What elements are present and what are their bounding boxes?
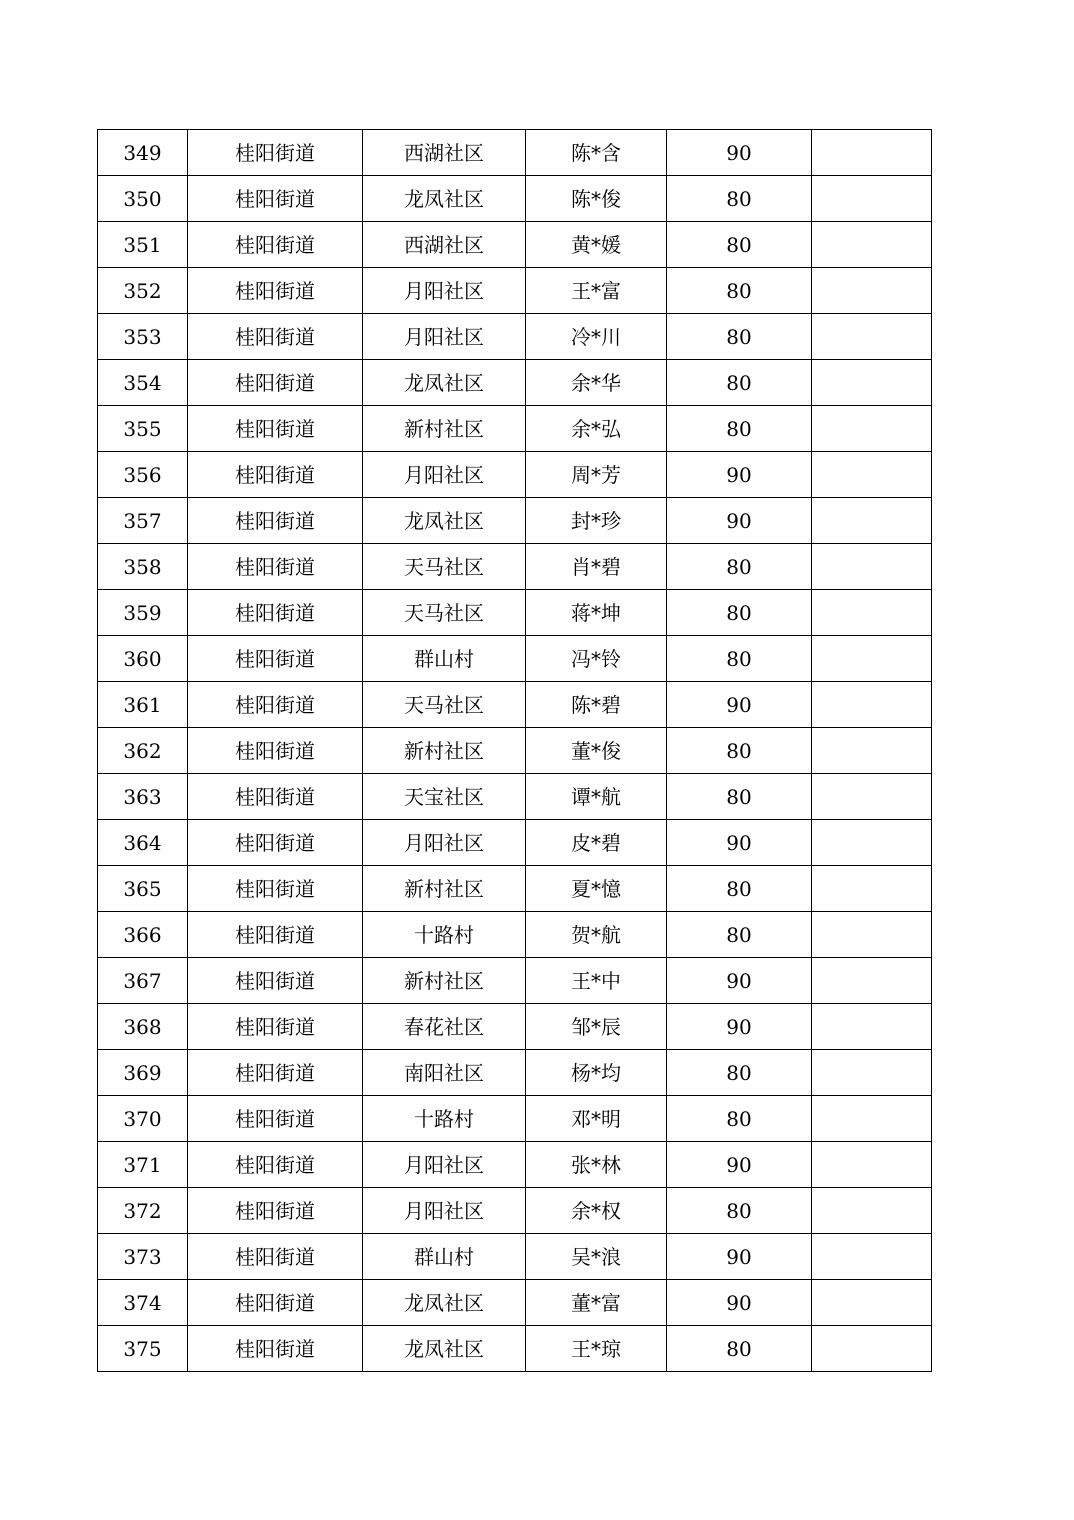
cell-street: 桂阳街道: [188, 958, 363, 1004]
cell-name: 余*华: [526, 360, 667, 406]
cell-score: 80: [667, 590, 812, 636]
cell-name: 封*珍: [526, 498, 667, 544]
cell-name: 陈*俊: [526, 176, 667, 222]
cell-street: 桂阳街道: [188, 636, 363, 682]
cell-street: 桂阳街道: [188, 544, 363, 590]
roster-table: [97, 129, 932, 1372]
cell-number: 354: [98, 360, 188, 406]
cell-score: 80: [667, 222, 812, 268]
cell-note: [812, 406, 932, 452]
cell-note: [812, 1004, 932, 1050]
cell-score: 80: [667, 728, 812, 774]
cell-score: 90: [667, 1280, 812, 1326]
table-row: [98, 1050, 932, 1096]
cell-community: 月阳社区: [363, 452, 526, 498]
cell-community: 月阳社区: [363, 268, 526, 314]
cell-note: [812, 1280, 932, 1326]
cell-name: 王*富: [526, 268, 667, 314]
cell-community: 龙凤社区: [363, 1280, 526, 1326]
cell-number: 357: [98, 498, 188, 544]
table-row: [98, 452, 932, 498]
cell-street: 桂阳街道: [188, 130, 363, 176]
cell-community: 天马社区: [363, 590, 526, 636]
cell-number: 373: [98, 1234, 188, 1280]
cell-number: 367: [98, 958, 188, 1004]
cell-number: 349: [98, 130, 188, 176]
cell-number: 356: [98, 452, 188, 498]
cell-score: 90: [667, 958, 812, 1004]
cell-note: [812, 1188, 932, 1234]
cell-community: 群山村: [363, 636, 526, 682]
cell-score: 80: [667, 314, 812, 360]
cell-street: 桂阳街道: [188, 222, 363, 268]
cell-note: [812, 1234, 932, 1280]
table-row: [98, 682, 932, 728]
cell-street: 桂阳街道: [188, 728, 363, 774]
cell-number: 368: [98, 1004, 188, 1050]
roster-table-body: [98, 130, 932, 1372]
cell-street: 桂阳街道: [188, 820, 363, 866]
cell-score: 80: [667, 360, 812, 406]
cell-street: 桂阳街道: [188, 912, 363, 958]
cell-community: 新村社区: [363, 406, 526, 452]
cell-name: 冷*川: [526, 314, 667, 360]
cell-score: 80: [667, 774, 812, 820]
cell-community: 天宝社区: [363, 774, 526, 820]
cell-community: 月阳社区: [363, 1142, 526, 1188]
cell-name: 董*富: [526, 1280, 667, 1326]
cell-name: 夏*憶: [526, 866, 667, 912]
cell-name: 黄*媛: [526, 222, 667, 268]
cell-street: 桂阳街道: [188, 1326, 363, 1372]
cell-number: 359: [98, 590, 188, 636]
cell-number: 353: [98, 314, 188, 360]
cell-name: 邓*明: [526, 1096, 667, 1142]
cell-score: 80: [667, 866, 812, 912]
cell-street: 桂阳街道: [188, 314, 363, 360]
cell-community: 天马社区: [363, 682, 526, 728]
cell-score: 90: [667, 820, 812, 866]
cell-number: 358: [98, 544, 188, 590]
table-row: [98, 1004, 932, 1050]
cell-community: 新村社区: [363, 866, 526, 912]
cell-street: 桂阳街道: [188, 406, 363, 452]
cell-note: [812, 222, 932, 268]
cell-street: 桂阳街道: [188, 360, 363, 406]
cell-note: [812, 636, 932, 682]
cell-score: 80: [667, 636, 812, 682]
cell-number: 363: [98, 774, 188, 820]
table-row: [98, 820, 932, 866]
table-row: [98, 268, 932, 314]
cell-community: 月阳社区: [363, 314, 526, 360]
cell-street: 桂阳街道: [188, 1096, 363, 1142]
table-row: [98, 728, 932, 774]
table-row: [98, 1280, 932, 1326]
cell-street: 桂阳街道: [188, 1004, 363, 1050]
cell-street: 桂阳街道: [188, 498, 363, 544]
table-row: [98, 636, 932, 682]
cell-note: [812, 590, 932, 636]
cell-number: 375: [98, 1326, 188, 1372]
cell-community: 十路村: [363, 1096, 526, 1142]
table-row: [98, 1096, 932, 1142]
table-row: [98, 360, 932, 406]
cell-number: 355: [98, 406, 188, 452]
cell-community: 西湖社区: [363, 222, 526, 268]
cell-number: 374: [98, 1280, 188, 1326]
table-row: [98, 498, 932, 544]
cell-community: 月阳社区: [363, 1188, 526, 1234]
cell-street: 桂阳街道: [188, 176, 363, 222]
cell-community: 西湖社区: [363, 130, 526, 176]
cell-score: 90: [667, 452, 812, 498]
cell-note: [812, 866, 932, 912]
cell-community: 十路村: [363, 912, 526, 958]
cell-score: 90: [667, 1004, 812, 1050]
cell-note: [812, 1326, 932, 1372]
table-row: [98, 406, 932, 452]
cell-street: 桂阳街道: [188, 590, 363, 636]
cell-note: [812, 1050, 932, 1096]
cell-name: 冯*铃: [526, 636, 667, 682]
cell-score: 80: [667, 406, 812, 452]
cell-name: 肖*碧: [526, 544, 667, 590]
cell-number: 369: [98, 1050, 188, 1096]
cell-note: [812, 728, 932, 774]
cell-note: [812, 130, 932, 176]
cell-number: 362: [98, 728, 188, 774]
cell-name: 董*俊: [526, 728, 667, 774]
cell-name: 皮*碧: [526, 820, 667, 866]
cell-score: 80: [667, 1188, 812, 1234]
cell-street: 桂阳街道: [188, 268, 363, 314]
cell-name: 陈*碧: [526, 682, 667, 728]
cell-community: 龙凤社区: [363, 176, 526, 222]
table-row: [98, 1326, 932, 1372]
cell-street: 桂阳街道: [188, 452, 363, 498]
cell-street: 桂阳街道: [188, 1280, 363, 1326]
cell-community: 新村社区: [363, 728, 526, 774]
cell-name: 张*林: [526, 1142, 667, 1188]
table-row: [98, 130, 932, 176]
cell-number: 364: [98, 820, 188, 866]
table-row: [98, 1188, 932, 1234]
cell-number: 366: [98, 912, 188, 958]
cell-note: [812, 314, 932, 360]
cell-number: 352: [98, 268, 188, 314]
cell-name: 余*弘: [526, 406, 667, 452]
cell-community: 天马社区: [363, 544, 526, 590]
cell-note: [812, 1142, 932, 1188]
cell-community: 新村社区: [363, 958, 526, 1004]
cell-note: [812, 544, 932, 590]
cell-score: 80: [667, 176, 812, 222]
cell-name: 谭*航: [526, 774, 667, 820]
cell-note: [812, 268, 932, 314]
cell-note: [812, 1096, 932, 1142]
table-row: [98, 774, 932, 820]
table-row: [98, 544, 932, 590]
cell-note: [812, 820, 932, 866]
cell-note: [812, 912, 932, 958]
cell-note: [812, 452, 932, 498]
cell-community: 春花社区: [363, 1004, 526, 1050]
cell-score: 90: [667, 1234, 812, 1280]
cell-street: 桂阳街道: [188, 1188, 363, 1234]
cell-name: 周*芳: [526, 452, 667, 498]
cell-street: 桂阳街道: [188, 682, 363, 728]
cell-number: 351: [98, 222, 188, 268]
cell-note: [812, 774, 932, 820]
table-row: [98, 222, 932, 268]
cell-number: 361: [98, 682, 188, 728]
cell-street: 桂阳街道: [188, 1050, 363, 1096]
table-row: [98, 912, 932, 958]
cell-community: 月阳社区: [363, 820, 526, 866]
cell-street: 桂阳街道: [188, 774, 363, 820]
cell-score: 80: [667, 544, 812, 590]
cell-score: 90: [667, 130, 812, 176]
cell-number: 360: [98, 636, 188, 682]
cell-community: 龙凤社区: [363, 1326, 526, 1372]
cell-name: 吴*浪: [526, 1234, 667, 1280]
cell-note: [812, 176, 932, 222]
cell-score: 80: [667, 1326, 812, 1372]
cell-score: 80: [667, 268, 812, 314]
cell-number: 370: [98, 1096, 188, 1142]
cell-note: [812, 958, 932, 1004]
cell-street: 桂阳街道: [188, 1234, 363, 1280]
cell-community: 群山村: [363, 1234, 526, 1280]
cell-name: 杨*均: [526, 1050, 667, 1096]
cell-note: [812, 360, 932, 406]
table-row: [98, 590, 932, 636]
cell-score: 90: [667, 1142, 812, 1188]
cell-community: 龙凤社区: [363, 360, 526, 406]
cell-score: 80: [667, 1050, 812, 1096]
cell-note: [812, 498, 932, 544]
cell-score: 90: [667, 682, 812, 728]
table-row: [98, 958, 932, 1004]
table-row: [98, 1234, 932, 1280]
cell-street: 桂阳街道: [188, 866, 363, 912]
cell-name: 陈*含: [526, 130, 667, 176]
cell-score: 90: [667, 498, 812, 544]
cell-name: 王*琼: [526, 1326, 667, 1372]
cell-name: 王*中: [526, 958, 667, 1004]
cell-score: 80: [667, 912, 812, 958]
cell-name: 贺*航: [526, 912, 667, 958]
table-row: [98, 314, 932, 360]
cell-community: 龙凤社区: [363, 498, 526, 544]
cell-number: 350: [98, 176, 188, 222]
cell-number: 371: [98, 1142, 188, 1188]
cell-name: 邹*辰: [526, 1004, 667, 1050]
cell-community: 南阳社区: [363, 1050, 526, 1096]
table-row: [98, 176, 932, 222]
cell-score: 80: [667, 1096, 812, 1142]
cell-note: [812, 682, 932, 728]
cell-name: 蒋*坤: [526, 590, 667, 636]
cell-number: 372: [98, 1188, 188, 1234]
cell-street: 桂阳街道: [188, 1142, 363, 1188]
cell-name: 余*权: [526, 1188, 667, 1234]
table-row: [98, 1142, 932, 1188]
table-row: [98, 866, 932, 912]
cell-number: 365: [98, 866, 188, 912]
